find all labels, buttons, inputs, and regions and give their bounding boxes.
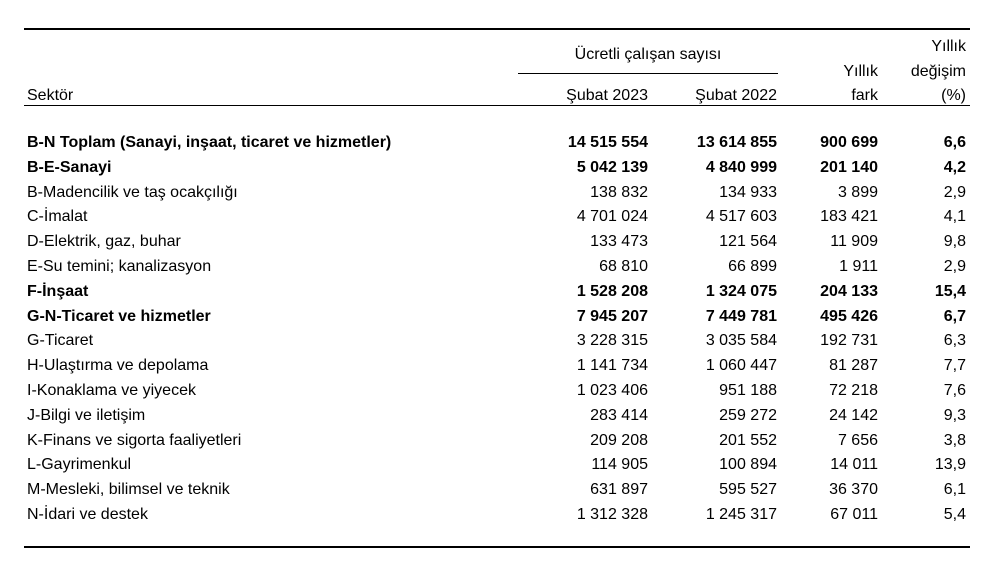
cell-change: 6,1 — [943, 481, 966, 499]
table-top-rule — [24, 28, 970, 30]
cell-diff: 204 133 — [820, 282, 878, 300]
table-row — [0, 181, 1000, 205]
cell-sector: M-Mesleki, bilimsel ve teknik — [27, 481, 230, 499]
cell-diff: 14 011 — [830, 456, 878, 474]
cell-sector: B-Madencilik ve taş ocakçılığı — [27, 183, 238, 201]
cell-change: 9,8 — [943, 233, 966, 251]
cell-change: 4,2 — [943, 158, 966, 176]
header-group-rule — [518, 73, 778, 74]
header-change-line1: Yıllık — [931, 38, 966, 55]
table-header-rule — [24, 105, 970, 106]
cell-sector: G-N-Ticaret ve hizmetler — [27, 307, 211, 325]
cell-feb2023: 1 312 328 — [576, 506, 648, 523]
cell-change: 2,9 — [943, 258, 966, 275]
table-bottom-rule — [24, 546, 970, 548]
cell-change: 6,7 — [943, 307, 966, 325]
cell-sector: J-Bilgi ve iletişim — [27, 406, 146, 424]
table-row — [0, 404, 1000, 428]
cell-sector: C-İmalat — [27, 208, 88, 226]
table-row — [0, 329, 1000, 353]
cell-sector: F-İnşaat — [27, 282, 89, 300]
cell-feb2022: 4 840 999 — [705, 158, 777, 176]
cell-feb2022: 13 614 855 — [696, 134, 777, 151]
cell-change: 7,7 — [943, 357, 966, 375]
cell-diff: 900 699 — [820, 134, 878, 151]
cell-diff: 36 370 — [829, 481, 878, 499]
table-row — [0, 429, 1000, 453]
header-sector: Sektör — [27, 87, 74, 104]
cell-change: 3,8 — [943, 431, 966, 449]
cell-feb2022: 7 449 781 — [705, 307, 777, 325]
cell-diff: 81 287 — [829, 357, 878, 375]
header-feb2022: Şubat 2022 — [695, 87, 777, 104]
cell-sector: B-N Toplam (Sanayi, inşaat, ticaret ve hizmetler) — [27, 134, 392, 151]
cell-diff: 201 140 — [820, 158, 878, 176]
table-row — [0, 453, 1000, 477]
table-row — [0, 255, 1000, 279]
table-row — [0, 354, 1000, 378]
cell-feb2023: 1 141 734 — [576, 357, 648, 375]
table-row — [0, 230, 1000, 254]
cell-sector: I-Konaklama ve yiyecek — [27, 382, 196, 399]
cell-feb2023: 14 515 554 — [567, 134, 648, 151]
table-row — [0, 131, 1000, 155]
table-row — [0, 305, 1000, 329]
cell-sector: K-Finans ve sigorta faaliyetleri — [27, 431, 242, 449]
cell-feb2022: 66 899 — [728, 258, 777, 275]
table-row — [0, 280, 1000, 304]
cell-diff: 72 218 — [829, 382, 878, 399]
cell-diff: 3 899 — [837, 183, 878, 201]
cell-feb2023: 3 228 315 — [576, 332, 648, 350]
header-feb2023: Şubat 2023 — [566, 87, 648, 104]
cell-change: 15,4 — [934, 282, 966, 300]
cell-sector: G-Ticaret — [27, 332, 94, 350]
header-change-line3: (%) — [941, 87, 966, 104]
cell-feb2023: 68 810 — [599, 258, 648, 275]
cell-feb2022: 951 188 — [719, 382, 777, 399]
cell-change: 6,6 — [943, 134, 966, 151]
cell-feb2022: 259 272 — [719, 406, 777, 424]
cell-feb2023: 1 528 208 — [576, 282, 648, 300]
cell-diff: 24 142 — [829, 406, 878, 424]
cell-feb2022: 3 035 584 — [705, 332, 777, 350]
cell-feb2022: 4 517 603 — [705, 208, 777, 226]
cell-feb2022: 134 933 — [719, 183, 777, 201]
header-diff-line1: Yıllık — [843, 63, 878, 80]
cell-feb2023: 631 897 — [590, 481, 648, 499]
cell-diff: 495 426 — [820, 307, 878, 325]
cell-feb2022: 100 894 — [719, 456, 777, 474]
cell-feb2023: 114 905 — [591, 456, 648, 474]
cell-feb2022: 595 527 — [719, 481, 777, 499]
cell-feb2023: 283 414 — [590, 406, 648, 424]
cell-sector: E-Su temini; kanalizasyon — [27, 258, 212, 275]
cell-change: 9,3 — [943, 406, 966, 424]
cell-change: 6,3 — [943, 332, 966, 350]
table-row — [0, 379, 1000, 403]
table-row — [0, 205, 1000, 229]
cell-feb2023: 7 945 207 — [576, 307, 648, 325]
header-group-label: Ücretli çalışan sayısı — [574, 46, 722, 63]
table-row — [0, 156, 1000, 180]
cell-feb2023: 1 023 406 — [576, 382, 648, 399]
cell-change: 7,6 — [943, 382, 966, 399]
cell-feb2023: 4 701 024 — [576, 208, 648, 226]
cell-feb2023: 5 042 139 — [576, 158, 648, 176]
cell-sector: B-E-Sanayi — [27, 158, 112, 176]
cell-diff: 11 909 — [830, 233, 878, 251]
cell-diff: 192 731 — [820, 332, 878, 350]
cell-diff: 183 421 — [820, 208, 878, 226]
cell-feb2022: 1 324 075 — [705, 282, 777, 300]
cell-change: 4,1 — [943, 208, 966, 226]
header-diff-line2: fark — [851, 87, 878, 104]
cell-feb2022: 1 245 317 — [705, 506, 777, 523]
cell-feb2023: 133 473 — [590, 233, 648, 251]
table-row — [0, 478, 1000, 502]
cell-sector: L-Gayrimenkul — [27, 456, 132, 474]
header-change-line2: değişim — [910, 63, 966, 80]
cell-change: 13,9 — [934, 456, 966, 474]
cell-feb2022: 121 564 — [719, 233, 777, 251]
cell-diff: 67 011 — [830, 506, 878, 523]
cell-diff: 7 656 — [837, 431, 878, 449]
cell-feb2022: 201 552 — [719, 431, 777, 449]
cell-sector: D-Elektrik, gaz, buhar — [27, 233, 181, 251]
cell-diff: 1 911 — [839, 258, 878, 275]
cell-feb2023: 138 832 — [590, 183, 648, 201]
cell-feb2022: 1 060 447 — [705, 357, 777, 375]
cell-sector: H-Ulaştırma ve depolama — [27, 357, 209, 375]
cell-change: 5,4 — [943, 506, 966, 523]
cell-change: 2,9 — [943, 183, 966, 201]
table-row — [0, 503, 1000, 527]
cell-sector: N-İdari ve destek — [27, 506, 148, 523]
cell-feb2023: 209 208 — [590, 431, 648, 449]
